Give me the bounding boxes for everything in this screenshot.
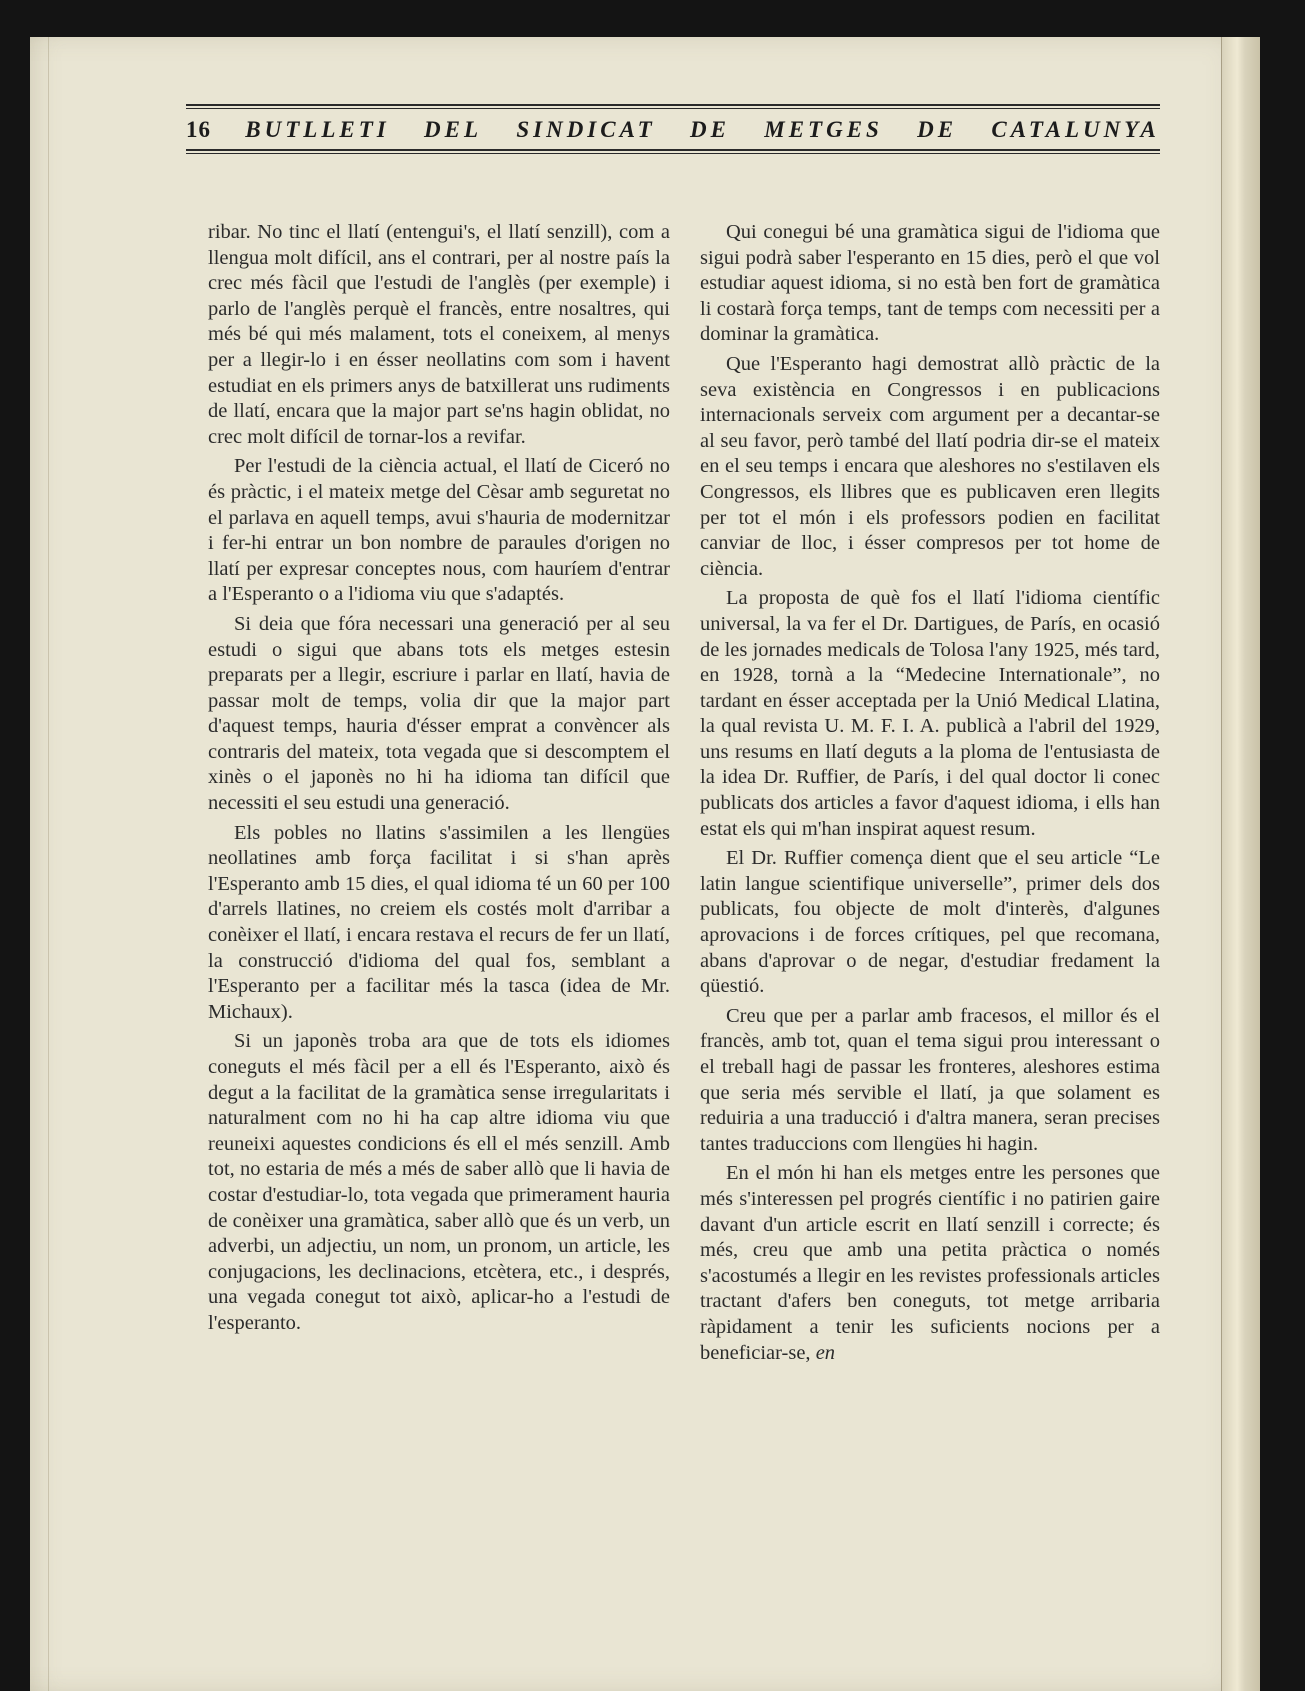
paragraph: Creu que per a parlar amb fracesos, el millor és el francès, amb tot, quan el tema sigui prou interessant o el treball hagi de passar les fronteres, aleshores estima que seria més servible el llatí, ja que solament es reduiria a una traducció i d'altra manera, seran precises tantes traduccions com llengües hi hagin.	[700, 1004, 1160, 1155]
paragraph: Qui conegui bé una gramàtica sigui de l'idioma que sigui podrà saber l'esperanto en 15 dies, però el que vol estudiar aquest idioma, si no està ben fort de gramàtica li costarà força temps, tant de temps com necessiti per a dominar la gramàtica.	[700, 221, 1160, 346]
paragraph-text: En el món hi han els metges entre les persones que més s'interessen pel progrés científic i no patirien gaire davant d'un article escrit en llatí senzill i correcte; és més, creu que amb una petita pràctica o només s'acostumés a llegir en les revistes professionals articles tractant d'afers ben coneguts, tot metge arribaria ràpidament a tenir les suficients nocions per a beneficiar-se,	[700, 1162, 1160, 1364]
header-word: DE	[690, 117, 730, 142]
page-edge	[1221, 37, 1260, 1691]
paragraph: Si un japonès troba ara que de tots els idiomes coneguts el més fàcil per a ell és l'Esperanto, això és degut a la facilitat de la gramàtica sense irregularitats i naturalment com no hi ha cap altre idioma viu que reuneixi aquestes condicions és ell el més senzill. Amb tot, no estaria de més a més de saber allò que li havia de costar d'estudiar-lo, tota vegada que primerament hauria de conèixer una gramàtica, saber allò que és un verb, un adverbi, un adjectiu, un nom, un pronom, un article, les conjugacions, les declinacions, etcètera, etc., i després, una vegada conegut tot això, aplicar-ho a l'estudi de l'esperanto.	[208, 1030, 670, 1334]
gutter-shadow	[48, 37, 49, 1691]
header-word: BUTLLETI	[245, 117, 390, 142]
running-header	[186, 104, 1160, 154]
header-word: DEL	[424, 117, 483, 142]
header-word: CATALUNYA	[991, 117, 1160, 142]
header-word: DE	[917, 117, 958, 142]
paragraph: La proposta de què fos el llatí l'idioma científic universal, la va fer el Dr. Dartigues, de París, en ocasió de les jornades medicals de Tolosa l'any 1925, més tard, en 1928, tornà a la “Medecine Internationale”, no tardant en ésser acceptada per la Unió Medical Llatina, la qual revista U. M. F. I. A. publicà a l'abril del 1929, uns resums en llatí deguts a la ploma de l'entusiasta de la idea Dr. Ruffier, de París, i del qual doctor li conec publicats dos articles a favor d'aquest idioma, i ells han estat els qui m'han inspirat aquest resum.	[700, 587, 1160, 840]
paragraph: Per l'estudi de la ciència actual, el llatí de Ciceró no és pràctic, i el mateix metge del Cèsar amb seguretat no el parlava en aquell temps, avui s'hauria de modernitzar i fer-hi entrar un bon nombre de paraules d'origen no llatí per expresar conceptes nous, com hauríem d'entrar a l'Esperanto o a l'idioma viu que s'adaptés.	[208, 455, 670, 606]
paragraph: Si deia que fóra necessari una generació per al seu estudi o sigui que abans tots els metges estesin preparats per a llegir, escriure i parlar en llatí, havia de passar molt de temps, volia dir que la major part d'aquest temps, hauria d'ésser emprat a convèncer als contraris del mateix, tota vegada que si descomptem el xinès o el japonès no hi ha idioma tan difícil que necessiti el seu estudi una generació.	[208, 612, 670, 815]
paragraph: El Dr. Ruffier comença dient que el seu article “Le latin langue scientifique universelle”, primer dels dos publicats, fou objecte de molt d'interès, d'algunes aprovacions i de forces crítiques, pel que recomana, abans d'aprovar o de negar, d'estudiar fredament la qüestió.	[700, 847, 1160, 998]
paragraph: Que l'Esperanto hagi demostrat allò pràctic de la seva existència en Congressos i en publicacions internacionals serveix com argument per a decantar-se al seu favor, però també del llatí podria dir-se el mateix en el seu temps i encara que aleshores no s'estilaven els Congressos, els llibres que es publicaven eren llegits per tot el món i els professors podien en facilitat canviar de lloc, i ésser compresos per tot home de ciència.	[700, 352, 1160, 580]
catchword: en	[815, 1341, 836, 1364]
header-rule-top	[186, 104, 1160, 106]
paragraph: ribar. No tinc el llatí (entengui's, el llatí senzill), com a llengua molt difícil, ans el contrari, per al nostre país la crec més fàcil que l'estudi de l'anglès (per exemple) i parlo de l'anglès perquè el francès, entre nosaltres, qui més bé qui més malament, tots el coneixem, al menys per a llegir-lo i en ésser neollatins com som i havent estudiat en els primers anys de batxillerat uns rudiments de llatí, encara que la major part se'ns hagin oblidat, no crec molt difícil de tornar-los a revifar.	[208, 221, 670, 448]
right-column	[700, 220, 1160, 1370]
header-word: SINDICAT	[516, 117, 656, 142]
header-rule-bottom	[186, 149, 1160, 151]
header-row	[186, 109, 1160, 149]
header-word: METGES	[764, 117, 883, 142]
paragraph	[700, 1161, 1160, 1366]
page-number: 16	[186, 117, 211, 142]
left-column	[208, 220, 670, 1341]
paragraph: Els pobles no llatins s'assimilen a les llengües neollatines amb força facilitat i si s'han après l'Esperanto amb 15 dies, el qual idioma té un 60 per 100 d'arrels llatines, no creiem els costés molt d'arribar a conèixer el llatí, i encara restava el recurs de fer un llatí, la construcció d'idioma del qual fos, semblant a l'Esperanto per a facilitar més la tasca (idea de Mr. Michaux).	[208, 821, 670, 1023]
header-rule-bottom-thin	[186, 153, 1160, 154]
